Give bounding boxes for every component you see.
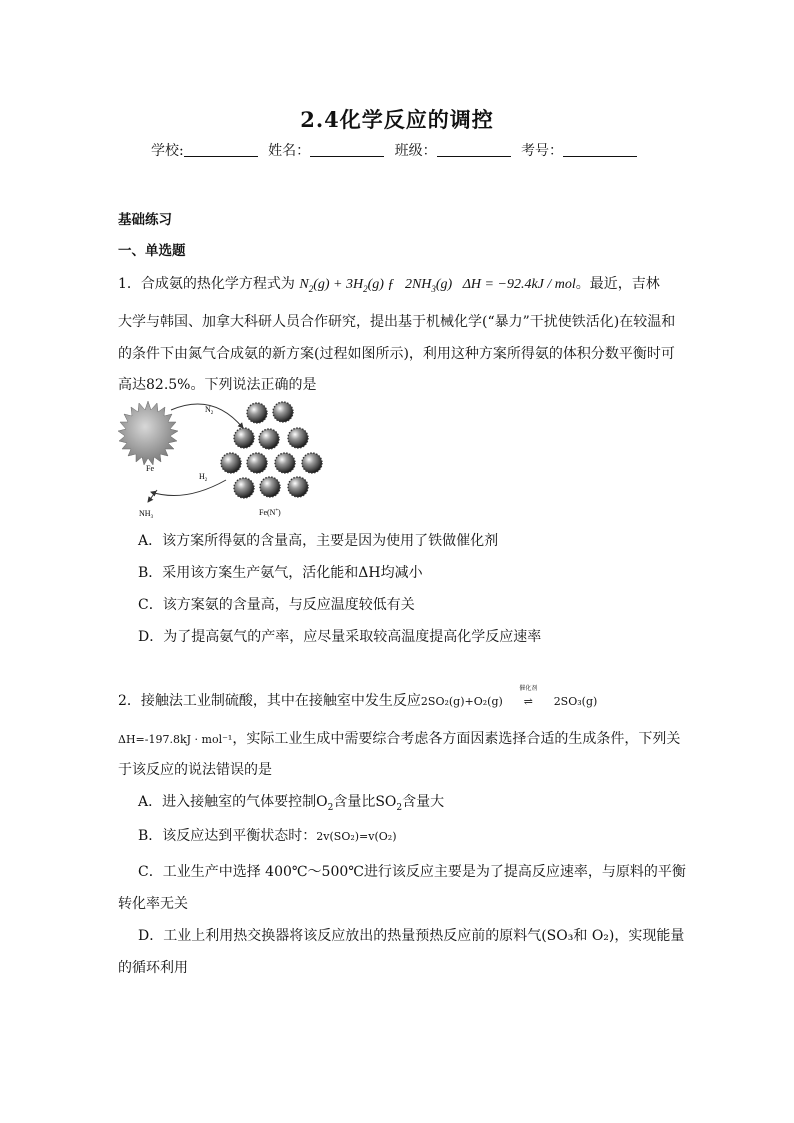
q2-option-a[interactable]: A．进入接触室的气体要控制$O_2$含量比$SO_2$含量大 [138,794,445,813]
q2-line2-text: ，实际工业生成中需要综合考虑各方面因素选择合适的生成条件，下列关 [232,731,681,747]
q2-option-d-line1: D．工业上利用热交换器将该反应放出的热量预热反应前的原料气(SO₃和 O₂)，实现能量 [138,928,685,944]
n2-label: $N_2$ [205,405,214,416]
q1-equation: $N_2(g) + 3H_2(g)$ ƒ $2NH_3(g)$ ΔH = −92.4kJ / mol [299,277,576,294]
q1-lead-tail: 。最近，吉林 [575,276,660,292]
q1-line3: 的条件下由氮气合成氨的新方案(过程如图所示)，利用这种方案所得氨的体积分数平衡时可 [118,346,675,362]
q2-equation-left: 2SO₂(g)+O₂(g) [420,695,503,708]
q2-option-c-line2: 转化率无关 [118,896,188,912]
name-blank[interactable] [310,142,384,157]
q1-option-b[interactable]: B．采用该方案生产氨气，活化能和ΔH均减小 [138,565,423,581]
q1-line2: 大学与韩国、加拿大科研人员合作研究，提出基于机械化学(“暴力”干扰使铁活化)在较温和 [118,314,676,330]
fe-n-particle-icon [234,478,254,498]
q2-number: 2． [118,693,141,709]
school-label: 学校: [150,143,184,159]
fe-n-particle-icon [288,428,308,448]
q2-catalyst-label: 催化剂 [519,685,538,692]
q1-figure [113,398,339,522]
exam-number-label: 考号： [521,143,564,159]
fe-n-particle-icon [260,477,280,497]
fe-n-particle-icon [247,403,267,423]
class-blank[interactable] [437,142,511,157]
q1-number: 1． [118,276,141,292]
q2-option-c-line1: C．工业生产中选择 400℃～500℃进行该反应主要是为了提高反应速率，与原料的平衡 [138,864,686,880]
q1-lead: 合成氨的热化学方程式为 [140,276,295,292]
fe-n-particle-icon [275,453,295,473]
nh3-label: $NH_3$ [139,509,154,520]
q1-line1 [118,273,660,294]
h2-label: $H_2$ [199,472,208,483]
fe-n-particle-icon [247,453,267,473]
q1-line4: 高达82.5%。下列说法正确的是 [118,377,317,393]
name-label: 姓名： [268,143,311,159]
q1-option-a[interactable]: A．该方案所得氨的含量高，主要是因为使用了铁做催化剂 [138,533,499,549]
class-label: 班级： [394,143,437,159]
fe-n-particle-icon [221,453,241,473]
q2-option-c[interactable] [138,861,686,881]
nh3-arrow [148,490,157,502]
q2-line1 [118,685,598,710]
student-info-line [0,140,794,160]
q2-option-d[interactable] [138,925,684,945]
fe-n-particle-icon [302,453,322,473]
fe-label: Fe [146,464,154,473]
nitrogen-fixation-diagram [113,398,339,522]
fe-particle-icon [118,401,178,465]
q2-line2 [118,728,680,748]
fe-n-particle-icon [288,477,308,497]
fe-n-particle-icon [234,428,254,448]
fe-n-cluster [221,402,322,498]
q2-lead: 接触法工业制硫酸，其中在接触室中发生反应 [140,693,421,709]
fe-n-particle-icon [273,402,293,422]
section-single-choice: 一、单选题 [118,243,186,259]
q2-rate-equation: 2v(SO₂)=v(O₂) [316,830,397,843]
q2-equation-right: 2SO₃(g) [553,695,598,708]
q1-option-d[interactable]: D．为了提高氨气的产率，应尽量采取较高温度提高化学反应速率 [138,629,542,645]
fe-n-label: Fe(N*) [259,508,281,517]
school-blank[interactable] [184,142,258,157]
section-basic: 基础练习 [118,212,172,228]
q2-option-d-line2: 的循环利用 [118,960,188,976]
q2-equilibrium-arrow: 催化剂 ⇌ [507,695,549,708]
q1-option-c[interactable]: C．该方案氨的含量高，与反应温度较低有关 [138,597,415,613]
q2-delta-h: ΔH=-197.8kJ · mol⁻¹ [118,733,233,746]
page-title: 2.4化学反应的调控 [300,107,494,132]
h2-arrow [151,480,226,496]
q2-option-b[interactable]: B．该反应达到平衡状态时：2v(SO₂)=v(O₂) [138,828,397,844]
fe-n-particle-icon [259,429,279,449]
q2-line3: 于该反应的说法错误的是 [118,762,272,778]
exam-number-blank[interactable] [563,142,637,157]
